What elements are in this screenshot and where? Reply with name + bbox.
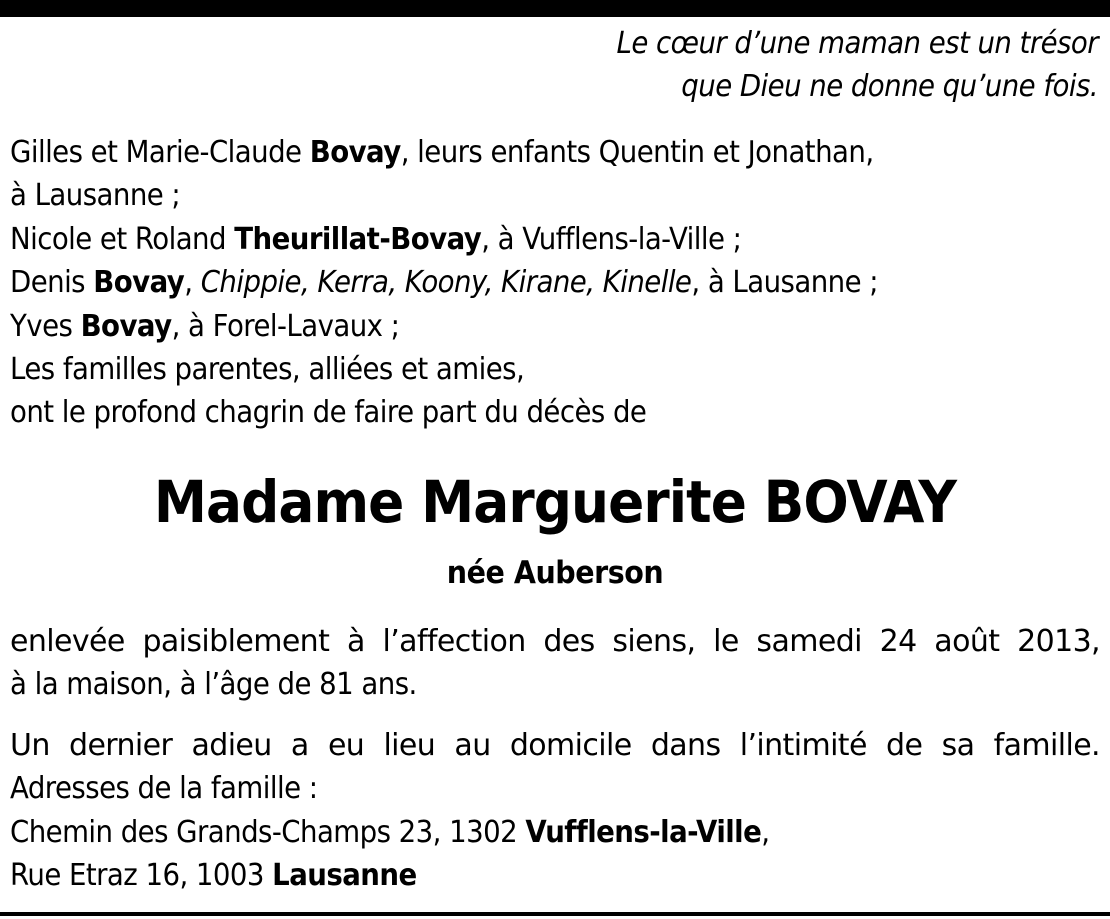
surname: Bovay <box>93 265 185 301</box>
funeral-line: Adresses de la famille : <box>10 771 318 807</box>
death-notice <box>10 620 1100 707</box>
town: Lausanne <box>272 858 417 894</box>
family-line: à Lausanne ; <box>10 178 181 214</box>
epigraph-line: Le cœur d’une maman est un trésor <box>616 26 1098 61</box>
epigraph-line: que Dieu ne donne qu’une fois. <box>681 69 1098 104</box>
family-line <box>10 305 1013 348</box>
text: Gilles et Marie-Claude <box>10 135 310 170</box>
address-line <box>10 854 1013 897</box>
text: Chemin des Grands-Champs 23, 1302 <box>10 814 526 850</box>
text: , à Forel-Lavaux ; <box>171 308 400 344</box>
text: , <box>184 265 201 301</box>
notice-line: enlevée paisiblement à l’affection des siens, le samedi 24 août 2013, <box>10 624 1100 659</box>
surname: Bovay <box>309 135 401 170</box>
surname: Theurillat-Bovay <box>234 221 482 257</box>
family-list <box>10 131 1013 435</box>
text: Rue Etraz 16, 1003 <box>10 858 273 894</box>
notice-line: à la maison, à l’âge de 81 ans. <box>10 667 417 703</box>
text: Nicole et Roland <box>10 221 235 257</box>
family-line <box>10 218 1013 261</box>
text: Denis <box>10 265 94 301</box>
address-line <box>10 811 1013 854</box>
bottom-rule <box>0 912 1110 916</box>
pet-names: Chippie, Kerra, Koony, Kirane, Kinelle <box>200 265 692 301</box>
epigraph-quote <box>454 22 1098 108</box>
text: , à Lausanne ; <box>691 265 879 301</box>
deceased-name: Madame Marguerite BOVAY <box>153 468 957 536</box>
funeral-info <box>10 724 1100 898</box>
funeral-line: Un dernier adieu a eu lieu au domicile dans l’intimité de sa famille. <box>10 728 1100 763</box>
text: Yves <box>10 308 81 344</box>
text: , à Vufflens-la-Ville ; <box>481 221 742 257</box>
family-line <box>10 131 1013 174</box>
birth-name: née Auberson <box>446 555 664 591</box>
family-line: ont le profond chagrin de faire part du décès de <box>10 395 647 431</box>
text: , <box>761 814 770 850</box>
town: Vufflens-la-Ville <box>525 814 762 850</box>
surname: Bovay <box>80 308 172 344</box>
family-line: Les familles parentes, alliées et amies, <box>10 352 525 388</box>
top-rule <box>0 0 1110 17</box>
family-line <box>10 261 1013 304</box>
text: , leurs enfants Quentin et Jonathan, <box>400 135 874 170</box>
